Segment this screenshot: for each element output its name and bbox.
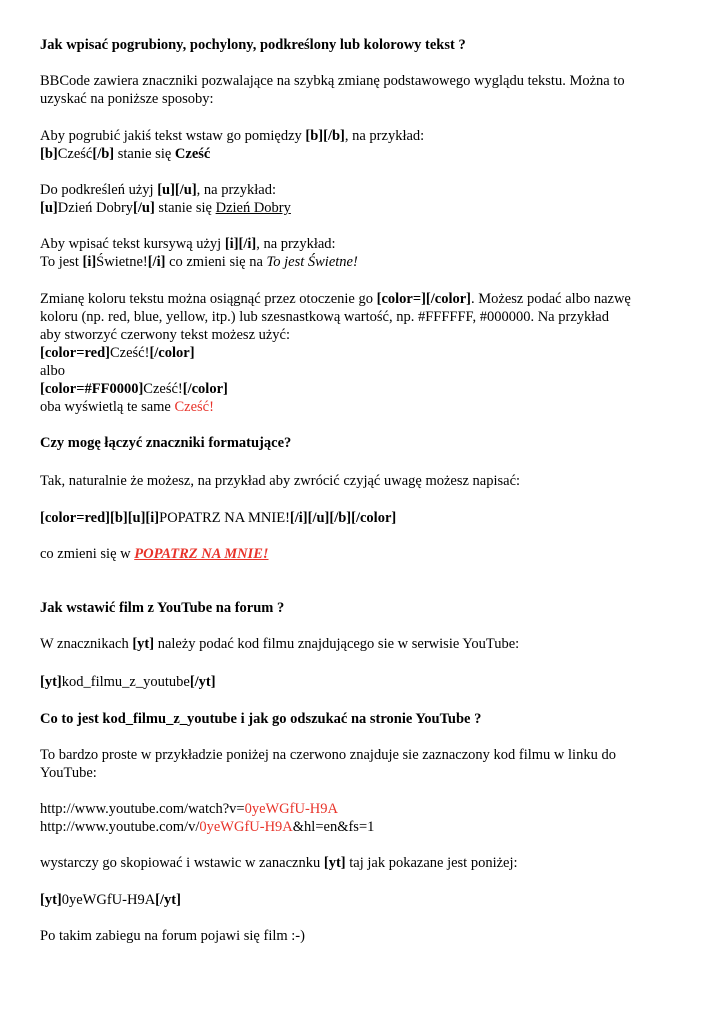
underline-tag: [u][/u] bbox=[157, 182, 197, 198]
intro-line-2: uzyskać na poniższe sposoby: bbox=[40, 91, 214, 107]
italic-instruction: Aby wpisać tekst kursywą użyj [i][/i], na przykład: bbox=[40, 236, 336, 252]
bold-result: Cześć bbox=[174, 146, 211, 162]
code-text-2: YouTube: bbox=[40, 765, 97, 781]
copy-tag: [yt] bbox=[323, 855, 346, 871]
bold-instruction: Aby pogrubić jakiś tekst wstaw go pomiędzy [b][/b], na przykład: bbox=[40, 128, 425, 144]
youtube-url-2: http://www.youtube.com/v/0yeWGfU-H9A&hl=en&fs=1 bbox=[40, 819, 375, 835]
color-result: Cześć! bbox=[174, 399, 214, 415]
bold-tag: [b][/b] bbox=[305, 128, 345, 144]
youtube-instruction: W znacznikach [yt] należy podać kod filmu znajdującego sie w serwisie YouTube: bbox=[40, 636, 520, 652]
video-code-highlight: 0yeWGfU-H9A bbox=[244, 801, 338, 817]
color-example-1: [color=red]Cześć![/color] bbox=[40, 345, 195, 361]
underline-example: [u]Dzień Dobry[/u] stanie się Dzień Dobry bbox=[40, 200, 291, 216]
bold-example: [b]Cześć[/b] stanie się Cześć bbox=[40, 146, 211, 162]
code-text-1: To bardzo proste w przykładzie poniżej na czerwono znajduje sie zaznaczony kod filmu w linku do bbox=[40, 747, 616, 763]
underline-instruction: Do podkreśleń użyj [u][/u], na przykład: bbox=[40, 182, 276, 198]
color-instruction-1: Zmianę koloru tekstu można osiągnąć przez otoczenie go [color=][/color]. Możesz podać albo nazwę bbox=[40, 291, 631, 307]
color-instruction-2: koloru (np. red, blue, yellow, itp.) lub szesnastkową wartość, np. #FFFFFF, #000000. Na przykład bbox=[40, 309, 609, 325]
italic-example: To jest [i]Świetne![/i] co zmieni się na To jest Świetne! bbox=[40, 254, 358, 270]
heading-youtube: Jak wstawić film z YouTube na forum ? bbox=[40, 600, 285, 616]
heading-code: Co to jest kod_filmu_z_youtube i jak go odszukać na stronie YouTube ? bbox=[40, 711, 482, 727]
video-code-highlight: 0yeWGfU-H9A bbox=[199, 819, 293, 835]
underline-result: Dzień Dobry bbox=[215, 200, 291, 216]
combine-text: Tak, naturalnie że możesz, na przykład aby zwrócić czyjąć uwagę możesz napisać: bbox=[40, 473, 521, 489]
youtube-url-1: http://www.youtube.com/watch?v=0yeWGfU-H9A bbox=[40, 801, 338, 817]
intro-line-1: BBCode zawiera znaczniki pozwalające na szybką zmianę podstawowego wyglądu tekstu. Można to bbox=[40, 73, 625, 89]
color-instruction-3: aby stworzyć czerwony tekst możesz użyć: bbox=[40, 327, 291, 343]
final-example: [yt]0yeWGfU-H9A[/yt] bbox=[40, 892, 181, 908]
combine-example: [color=red][b][u][i]POPATRZ NA MNIE![/i][/u][/b][/color] bbox=[40, 510, 397, 526]
youtube-tag: [yt] bbox=[132, 636, 155, 652]
color-example-2: [color=#FF0000]Cześć![/color] bbox=[40, 381, 228, 397]
copy-instruction: wystarczy go skopiować i wstawic w zanacznku [yt] taj jak pokazane jest poniżej: bbox=[40, 855, 518, 871]
combine-result: POPATRZ NA MNIE! bbox=[134, 546, 269, 562]
color-result-line: oba wyświetlą te same Cześć! bbox=[40, 399, 214, 415]
combine-result-line: co zmieni się w POPATRZ NA MNIE! bbox=[40, 546, 269, 562]
heading-combine: Czy mogę łączyć znaczniki formatujące? bbox=[40, 435, 292, 451]
color-or: albo bbox=[40, 363, 65, 379]
italic-tag: [i][/i] bbox=[224, 236, 257, 252]
heading-formatting: Jak wpisać pogrubiony, pochylony, podkreślony lub kolorowy tekst ? bbox=[40, 37, 466, 53]
youtube-example: [yt]kod_filmu_z_youtube[/yt] bbox=[40, 674, 216, 690]
closing-text: Po takim zabiegu na forum pojawi się film :-) bbox=[40, 928, 305, 944]
italic-result: To jest Świetne! bbox=[266, 254, 358, 270]
color-tag: [color=][/color] bbox=[376, 291, 472, 307]
